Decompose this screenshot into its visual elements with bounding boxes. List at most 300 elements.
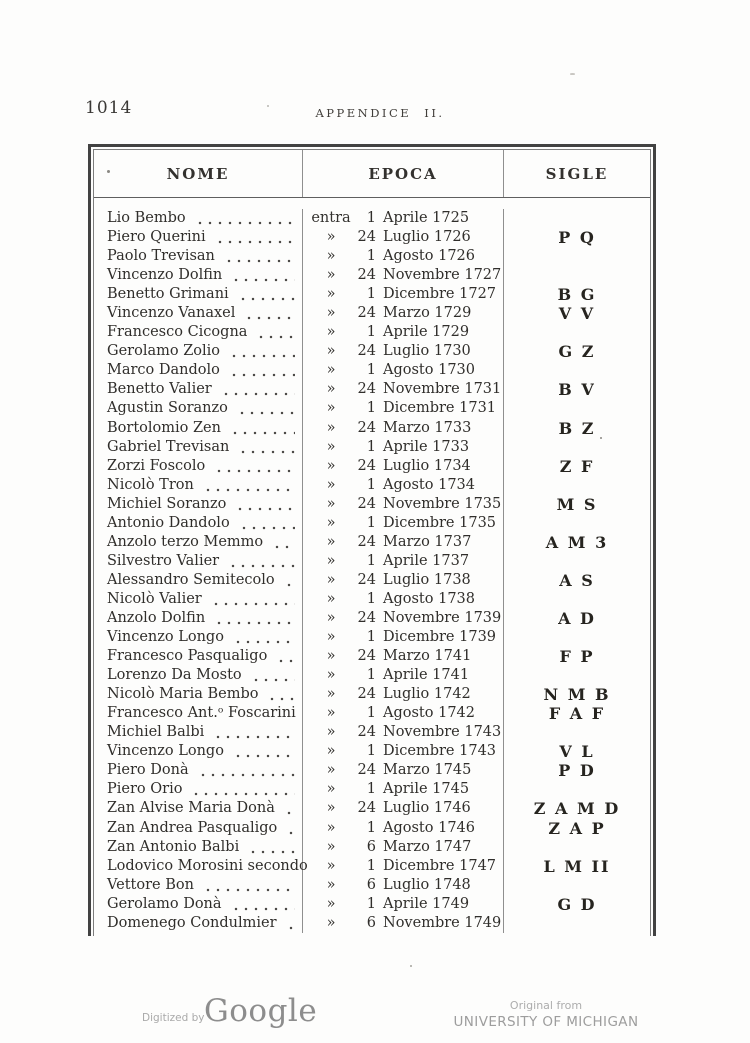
scan-speck	[107, 170, 110, 173]
epoca-prefix: »	[326, 800, 336, 817]
name-cell	[94, 342, 303, 361]
epoca-date: Agosto 1746	[383, 819, 475, 836]
name-cell	[94, 914, 303, 933]
epoca-cell	[303, 457, 504, 476]
epoca-day: 24	[357, 419, 376, 436]
epoca-cell	[303, 876, 504, 895]
sigle-cell	[504, 323, 650, 342]
name-cell	[94, 380, 303, 399]
sigle-value: P D	[558, 761, 596, 781]
epoca-cell	[303, 552, 504, 571]
epoca-date: Dicembre 1731	[383, 400, 497, 417]
epoca-prefix: »	[326, 305, 336, 322]
leader-dots	[256, 323, 295, 342]
epoca-prefix: »	[326, 724, 336, 741]
epoca-prefix: »	[326, 743, 336, 760]
sigle-cell	[504, 438, 650, 457]
sigle-cell	[504, 857, 650, 876]
name-cell	[94, 609, 303, 628]
epoca-date: Novembre 1727	[383, 267, 502, 284]
table-row	[94, 342, 650, 361]
epoca-cell	[303, 419, 504, 438]
epoca-date: Novembre 1735	[383, 495, 502, 512]
leader-dots	[211, 590, 295, 609]
epoca-day: 1	[366, 629, 376, 646]
sigle-cell	[504, 457, 650, 476]
original-from-label: Original from	[509, 999, 583, 1012]
epoca-prefix: »	[326, 590, 336, 607]
table-row	[94, 209, 650, 228]
sigle-cell	[504, 685, 650, 704]
epoca-prefix: »	[326, 229, 336, 246]
sigle-cell	[504, 647, 650, 666]
sigle-cell	[504, 399, 650, 418]
sigle-cell	[504, 799, 650, 818]
epoca-prefix: »	[326, 457, 336, 474]
name-cell	[94, 571, 303, 590]
leader-dots	[248, 838, 295, 857]
table-row	[94, 590, 650, 609]
epoca-day: 1	[366, 438, 376, 455]
name-cell	[94, 514, 303, 533]
table-row	[94, 476, 650, 495]
sigle-value: G D	[557, 894, 597, 914]
table-row	[94, 838, 650, 857]
provenance-block	[440, 999, 652, 1030]
appendix-table	[88, 144, 656, 936]
table-row	[94, 799, 650, 818]
sigle-cell	[504, 704, 650, 723]
name-cell	[94, 209, 303, 228]
sigle-cell	[504, 552, 650, 571]
epoca-date: Aprile 1733	[383, 438, 470, 455]
name-cell	[94, 742, 303, 761]
name-cell	[94, 590, 303, 609]
epoca-cell	[303, 838, 504, 857]
epoca-date: Luglio 1734	[383, 457, 471, 474]
name-cell	[94, 304, 303, 323]
column-header-nome: NOME	[94, 150, 303, 197]
epoca-prefix: »	[326, 857, 336, 874]
epoca-cell	[303, 704, 504, 723]
sigle-cell	[504, 514, 650, 533]
row-name: Zan Antonio Balbi	[107, 838, 240, 855]
epoca-cell	[303, 533, 504, 552]
leader-dots	[286, 914, 295, 933]
digitized-by-label: Digitized by	[142, 1012, 205, 1024]
row-name: Piero Querini	[107, 229, 206, 246]
sigle-cell	[504, 723, 650, 742]
leader-dots	[229, 361, 295, 380]
epoca-prefix: »	[326, 381, 336, 398]
table-row	[94, 285, 650, 304]
sigle-cell	[504, 761, 650, 780]
sigle-value: B G	[557, 285, 597, 305]
epoca-date: Luglio 1742	[383, 686, 471, 703]
epoca-date: Dicembre 1743	[383, 743, 497, 760]
row-name: Lodovico Morosini secondo	[107, 857, 308, 874]
epoca-date: Marzo 1741	[383, 648, 472, 665]
sigle-cell	[504, 742, 650, 761]
sigle-value: G Z	[558, 342, 596, 362]
leader-dots	[238, 285, 295, 304]
table-row	[94, 647, 650, 666]
epoca-day: 24	[357, 381, 376, 398]
row-name: Marco Dandolo	[107, 362, 220, 379]
epoca-prefix: entra	[311, 210, 351, 226]
epoca-day: 1	[366, 895, 376, 912]
table-row	[94, 857, 650, 876]
row-name: Silvestro Valier	[107, 552, 220, 569]
sigle-cell	[504, 380, 650, 399]
table-row	[94, 685, 650, 704]
table-row	[94, 304, 650, 323]
table-row	[94, 361, 650, 380]
leader-dots	[237, 399, 295, 418]
sigle-value: Z A M D	[533, 799, 621, 819]
sigle-value: F P	[559, 647, 595, 667]
epoca-prefix: »	[326, 705, 336, 722]
epoca-prefix: »	[326, 533, 336, 550]
sigle-cell	[504, 914, 650, 933]
epoca-day: 24	[357, 495, 376, 512]
epoca-day: 24	[357, 457, 376, 474]
row-name: Gerolamo Donà	[107, 895, 222, 912]
column-header-sigle: SIGLE	[545, 164, 609, 183]
table-row	[94, 571, 650, 590]
sigle-cell	[504, 361, 650, 380]
epoca-day: 1	[366, 286, 376, 303]
name-cell	[94, 323, 303, 342]
sigle-cell	[504, 209, 650, 228]
epoca-day: 24	[357, 305, 376, 322]
row-name: Gabriel Trevisan	[107, 438, 230, 455]
leader-dots	[214, 457, 295, 476]
epoca-day: 24	[357, 343, 376, 360]
name-cell	[94, 723, 303, 742]
epoca-day: 6	[366, 876, 376, 893]
epoca-prefix: »	[326, 419, 336, 436]
name-cell	[94, 666, 303, 685]
sigle-cell	[504, 666, 650, 685]
epoca-prefix: »	[326, 400, 336, 417]
name-cell	[94, 361, 303, 380]
row-name: Piero Donà	[107, 762, 189, 779]
epoca-prefix: »	[326, 819, 336, 836]
epoca-date: Novembre 1749	[383, 914, 502, 931]
sigle-value: Z F	[559, 456, 595, 476]
table-row	[94, 419, 650, 438]
leader-dots	[235, 495, 295, 514]
epoca-day: 1	[366, 743, 376, 760]
name-cell	[94, 704, 303, 723]
row-name: Vincenzo Vanaxel	[107, 305, 236, 322]
epoca-prefix: »	[326, 648, 336, 665]
leader-dots	[215, 228, 295, 247]
epoca-day: 1	[366, 210, 376, 226]
epoca-prefix: »	[326, 476, 336, 493]
epoca-prefix: »	[326, 895, 336, 912]
epoca-day: 24	[357, 571, 376, 588]
row-name: Vettore Bon	[107, 876, 194, 893]
table-header-row	[94, 150, 650, 198]
epoca-date: Marzo 1729	[383, 305, 472, 322]
leader-dots	[224, 247, 295, 266]
epoca-cell	[303, 609, 504, 628]
name-cell	[94, 438, 303, 457]
epoca-day: 24	[357, 800, 376, 817]
sigle-cell	[504, 285, 650, 304]
sigle-value: B Z	[558, 418, 596, 438]
table-row	[94, 399, 650, 418]
epoca-date: Luglio 1748	[383, 876, 471, 893]
leader-dots	[284, 799, 295, 818]
row-name: Nicolò Tron	[107, 476, 194, 493]
table-row	[94, 761, 650, 780]
epoca-day: 24	[357, 762, 376, 779]
table-row	[94, 780, 650, 799]
row-name: Lorenzo Da Mosto	[107, 667, 242, 684]
epoca-day: 1	[366, 248, 376, 265]
sigle-cell	[504, 266, 650, 285]
sigle-cell	[504, 476, 650, 495]
epoca-cell	[303, 685, 504, 704]
table-row	[94, 704, 650, 723]
name-cell	[94, 799, 303, 818]
epoca-day: 1	[366, 781, 376, 798]
epoca-prefix: »	[326, 514, 336, 531]
epoca-prefix: »	[326, 362, 336, 379]
name-cell	[94, 457, 303, 476]
epoca-date: Aprile 1749	[383, 895, 470, 912]
row-name: Antonio Dandolo	[107, 514, 230, 531]
epoca-date: Agosto 1730	[383, 362, 475, 379]
row-name: Paolo Trevisan	[107, 248, 215, 265]
table-row	[94, 228, 650, 247]
epoca-cell	[303, 323, 504, 342]
leader-dots	[221, 380, 295, 399]
name-cell	[94, 552, 303, 571]
epoca-day: 1	[366, 590, 376, 607]
column-header-epoca: EPOCA	[303, 150, 504, 197]
sigle-cell	[504, 571, 650, 590]
name-cell	[94, 419, 303, 438]
row-name: Michiel Soranzo	[107, 495, 227, 512]
leader-dots	[233, 742, 295, 761]
leader-dots	[229, 342, 295, 361]
row-name: Agustin Soranzo	[107, 400, 228, 417]
epoca-cell	[303, 571, 504, 590]
row-name: Anzolo Dolfin	[107, 609, 206, 626]
epoca-cell	[303, 247, 504, 266]
table-row	[94, 552, 650, 571]
epoca-date: Marzo 1737	[383, 533, 472, 550]
leader-dots	[272, 533, 295, 552]
sigle-cell	[504, 247, 650, 266]
sigle-cell	[504, 495, 650, 514]
name-cell	[94, 285, 303, 304]
name-cell	[94, 857, 308, 876]
epoca-date: Dicembre 1739	[383, 629, 497, 646]
epoca-cell	[303, 819, 504, 838]
row-name: Benetto Valier	[107, 381, 212, 398]
epoca-prefix: »	[326, 762, 336, 779]
name-cell	[94, 780, 303, 799]
row-name: Gerolamo Zolio	[107, 343, 221, 360]
table-row	[94, 666, 650, 685]
epoca-day: 6	[366, 838, 376, 855]
leader-dots	[231, 266, 295, 285]
epoca-cell	[303, 742, 504, 761]
name-cell	[94, 647, 303, 666]
sigle-cell	[504, 419, 650, 438]
page-number: 1014	[85, 98, 133, 118]
table-row	[94, 895, 650, 914]
row-name: Vincenzo Longo	[107, 629, 224, 646]
row-name: Francesco Cicogna	[107, 324, 248, 341]
row-name: Alessandro Semitecolo	[107, 571, 275, 588]
epoca-date: Marzo 1747	[383, 838, 472, 855]
epoca-day: 24	[357, 267, 376, 284]
epoca-cell	[303, 266, 504, 285]
row-name: Francesco Ant.ᵒ Foscarini	[107, 705, 296, 722]
epoca-prefix: »	[326, 667, 336, 684]
sigle-cell	[504, 628, 650, 647]
sigle-value: P Q	[558, 228, 596, 248]
epoca-cell	[303, 647, 504, 666]
leader-dots	[231, 895, 295, 914]
sigle-cell	[504, 304, 650, 323]
epoca-prefix: »	[326, 438, 336, 455]
epoca-cell	[303, 399, 504, 418]
epoca-day: 24	[357, 686, 376, 703]
name-cell	[94, 266, 303, 285]
epoca-cell	[303, 495, 504, 514]
epoca-prefix: »	[326, 629, 336, 646]
epoca-cell	[303, 342, 504, 361]
name-cell	[94, 876, 303, 895]
sigle-cell	[504, 838, 650, 857]
table-row	[94, 457, 650, 476]
epoca-day: 24	[357, 229, 376, 246]
epoca-date: Luglio 1746	[383, 800, 471, 817]
epoca-cell	[303, 914, 504, 933]
epoca-day: 1	[366, 476, 376, 493]
name-cell	[94, 399, 303, 418]
epoca-date: Marzo 1745	[383, 762, 472, 779]
table-row	[94, 533, 650, 552]
epoca-cell	[303, 304, 504, 323]
epoca-cell	[303, 723, 504, 742]
scan-speck	[570, 73, 575, 75]
epoca-day: 1	[366, 362, 376, 379]
epoca-date: Marzo 1733	[383, 419, 472, 436]
table-row	[94, 914, 650, 933]
epoca-prefix: »	[326, 876, 336, 893]
epoca-cell	[303, 780, 504, 799]
epoca-prefix: »	[326, 609, 336, 626]
epoca-day: 1	[366, 400, 376, 417]
row-name: Francesco Pasqualigo	[107, 648, 268, 665]
epoca-date: Aprile 1725	[383, 210, 470, 226]
epoca-cell	[303, 380, 504, 399]
epoca-date: Dicembre 1747	[383, 857, 497, 874]
epoca-day: 24	[357, 648, 376, 665]
table-row	[94, 514, 650, 533]
table-row	[94, 438, 650, 457]
row-name: Piero Orio	[107, 781, 183, 798]
name-cell	[94, 533, 303, 552]
epoca-date: Dicembre 1735	[383, 514, 497, 531]
name-cell	[94, 761, 303, 780]
epoca-day: 24	[357, 724, 376, 741]
epoca-day: 1	[366, 857, 376, 874]
sigle-cell	[504, 895, 650, 914]
epoca-prefix: »	[326, 552, 336, 569]
sigle-cell	[504, 533, 650, 552]
sigle-value: L M II	[543, 856, 611, 876]
institution-label: UNIVERSITY OF MICHIGAN	[453, 1014, 639, 1030]
epoca-prefix: »	[326, 495, 336, 512]
row-name: Michiel Balbi	[107, 724, 205, 741]
epoca-prefix: »	[326, 571, 336, 588]
epoca-date: Agosto 1738	[383, 590, 475, 607]
leader-dots	[251, 666, 295, 685]
row-name: Nicolò Maria Bembo	[107, 686, 259, 703]
epoca-prefix: »	[326, 686, 336, 703]
leader-dots	[233, 628, 295, 647]
row-name: Lio Bembo	[107, 210, 186, 226]
name-cell	[94, 247, 303, 266]
epoca-date: Luglio 1726	[383, 229, 471, 246]
epoca-cell	[303, 895, 504, 914]
epoca-day: 1	[366, 667, 376, 684]
leader-dots	[286, 819, 295, 838]
epoca-cell	[303, 476, 504, 495]
sigle-value: B V	[558, 380, 596, 400]
row-name: Zorzi Foscolo	[107, 457, 206, 474]
epoca-date: Novembre 1743	[383, 724, 502, 741]
epoca-cell	[303, 361, 504, 380]
epoca-cell	[303, 590, 504, 609]
sigle-value: V V	[558, 304, 596, 324]
google-logo: Google	[204, 993, 318, 1029]
epoca-date: Luglio 1730	[383, 343, 471, 360]
table-inner-border	[93, 149, 651, 936]
epoca-date: Agosto 1742	[383, 705, 475, 722]
leader-dots	[213, 723, 295, 742]
sigle-value: F A F	[548, 704, 606, 724]
name-cell	[94, 628, 303, 647]
epoca-prefix: »	[326, 781, 336, 798]
row-name: Benetto Grimani	[107, 286, 229, 303]
leader-dots	[195, 209, 295, 228]
epoca-day: 24	[357, 609, 376, 626]
name-cell	[94, 838, 303, 857]
name-cell	[94, 819, 303, 838]
leader-dots	[191, 780, 295, 799]
row-name: Zan Andrea Pasqualigo	[107, 819, 278, 836]
leader-dots	[276, 647, 295, 666]
sigle-value: M S	[556, 494, 598, 514]
leader-dots	[214, 609, 295, 628]
table-row	[94, 819, 650, 838]
epoca-date: Aprile 1729	[383, 324, 470, 341]
table-row	[94, 495, 650, 514]
epoca-date: Dicembre 1727	[383, 286, 497, 303]
running-title: APPENDICE II.	[315, 106, 445, 120]
table-row	[94, 742, 650, 761]
